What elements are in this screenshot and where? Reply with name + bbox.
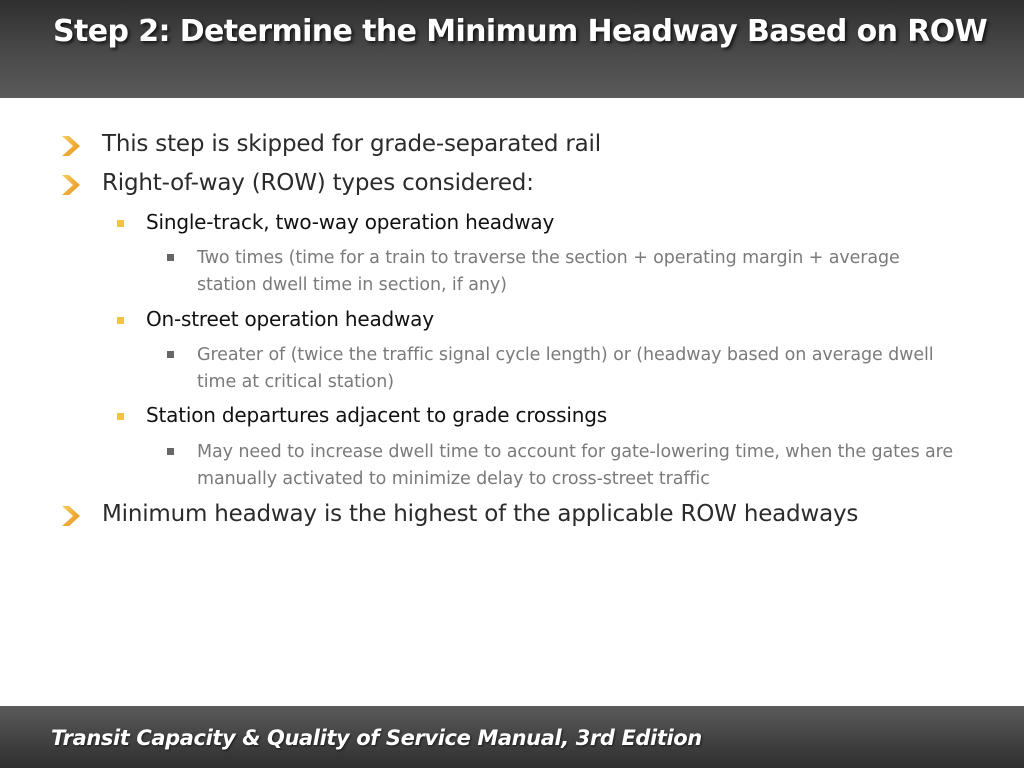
slide-title: Step 2: Determine the Minimum Headway Based on ROW: [53, 14, 988, 49]
square-bullet-icon: [117, 220, 124, 227]
square-bullet-icon: [167, 448, 174, 455]
bullet-minimum-headway: Minimum headway is the highest of the applicable ROW headways: [102, 501, 859, 527]
sub-sub-bullet-dwell-time: May need to increase dwell time to account for gate-lowering time, when the gates are manually activated to minimize delay to cross-street traffic: [197, 442, 954, 489]
chevron-right-icon: [60, 174, 82, 196]
sub-sub-bullet-two-times: Two times (time for a train to traverse the section + operating margin + average station dwell time in section, if any): [197, 248, 900, 295]
sub-sub-bullet-greater-of: Greater of (twice the traffic signal cycle length) or (headway based on average dwell time at critical station): [197, 345, 934, 392]
square-bullet-icon: [117, 413, 124, 420]
slide-footer: [0, 706, 1024, 768]
chevron-right-icon: [60, 505, 82, 527]
chevron-right-icon: [60, 135, 82, 157]
square-bullet-icon: [167, 351, 174, 358]
sub-bullet-single-track: Single-track, two-way operation headway: [146, 210, 555, 234]
bullet-row-types: Right-of-way (ROW) types considered:: [102, 170, 534, 196]
bullet-skipped-grade-separated: This step is skipped for grade-separated rail: [102, 131, 601, 157]
slide-header: [0, 0, 1024, 98]
sub-bullet-on-street: On-street operation headway: [146, 307, 434, 331]
sub-bullet-station-departures: Station departures adjacent to grade crossings: [146, 403, 607, 427]
square-bullet-icon: [167, 254, 174, 261]
footer-text: Transit Capacity & Quality of Service Manual, 3rd Edition: [51, 726, 702, 750]
slide-body: [0, 98, 1024, 706]
square-bullet-icon: [117, 317, 124, 324]
